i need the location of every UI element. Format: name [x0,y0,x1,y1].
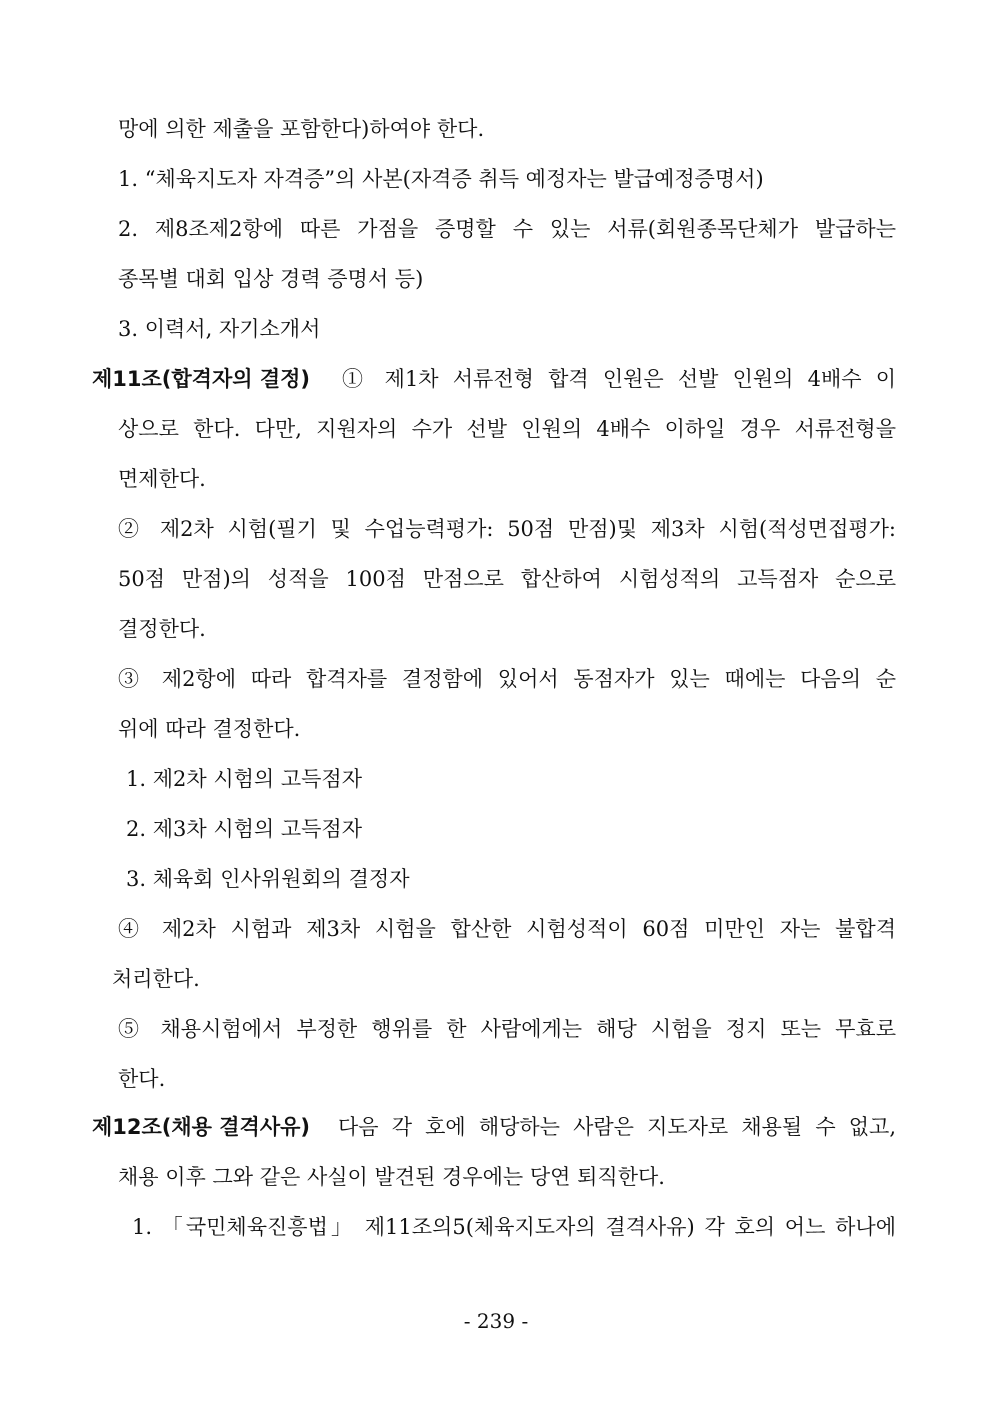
article-11-heading: 제11조(합격자의 결정) [92,367,311,391]
body-line: ⑤ 채용시험에서 부정한 행위를 한 사람에게는 해당 시험을 정지 또는 무효로 [118,1017,896,1041]
page-number: - 239 - [463,1309,529,1333]
list-item: 2. 제3차 시험의 고득점자 [126,817,362,841]
body-line: 50점 만점)의 성적을 100점 만점으로 합산하여 시험성적의 고득점자 순으로 [118,567,896,591]
body-line: 채용 이후 그와 같은 사실이 발견된 경우에는 당연 퇴직한다. [118,1165,665,1189]
article-12-heading: 제12조(채용 결격사유) [92,1115,311,1139]
body-line: 위에 따라 결정한다. [118,717,301,741]
body-line: 결정한다. [118,617,206,641]
body-line: 상으로 한다. 다만, 지원자의 수가 선발 인원의 4배수 이하일 경우 서류전형을 [118,417,896,441]
body-line: 다음 각 호에 해당하는 사람은 지도자로 채용될 수 없고, [338,1115,896,1139]
list-item: 3. 이력서, 자기소개서 [118,317,321,341]
list-item: 1. “체육지도자 자격증”의 사본(자격증 취득 예정자는 발급예정증명서) [118,167,764,191]
list-item: 1. 제2차 시험의 고득점자 [126,767,362,791]
body-line: 한다. [118,1067,166,1091]
list-item: 2. 제8조제2항에 따른 가점을 증명할 수 있는 서류(회원종목단체가 발급하는 [118,217,896,241]
body-line: 면제한다. [118,467,206,491]
body-line: ① 제1차 서류전형 합격 인원은 선발 인원의 4배수 이 [342,367,896,391]
body-line: 처리한다. [112,967,200,991]
list-item: 1. 「국민체육진흥법」 제11조의5(체육지도자의 결격사유) 각 호의 어느 하나에 [132,1215,896,1239]
body-line: ④ 제2차 시험과 제3차 시험을 합산한 시험성적이 60점 미만인 자는 불합격 [118,917,896,941]
body-line: 종목별 대회 입상 경력 증명서 등) [118,267,424,291]
body-line: 망에 의한 제출을 포함한다)하여야 한다. [118,117,485,141]
body-line: ② 제2차 시험(필기 및 수업능력평가: 50점 만점)및 제3차 시험(적성면접평가: [118,517,896,541]
body-line: ③ 제2항에 따라 합격자를 결정함에 있어서 동점자가 있는 때에는 다음의 순 [118,667,896,691]
list-item: 3. 체육회 인사위원회의 결정자 [126,867,410,891]
